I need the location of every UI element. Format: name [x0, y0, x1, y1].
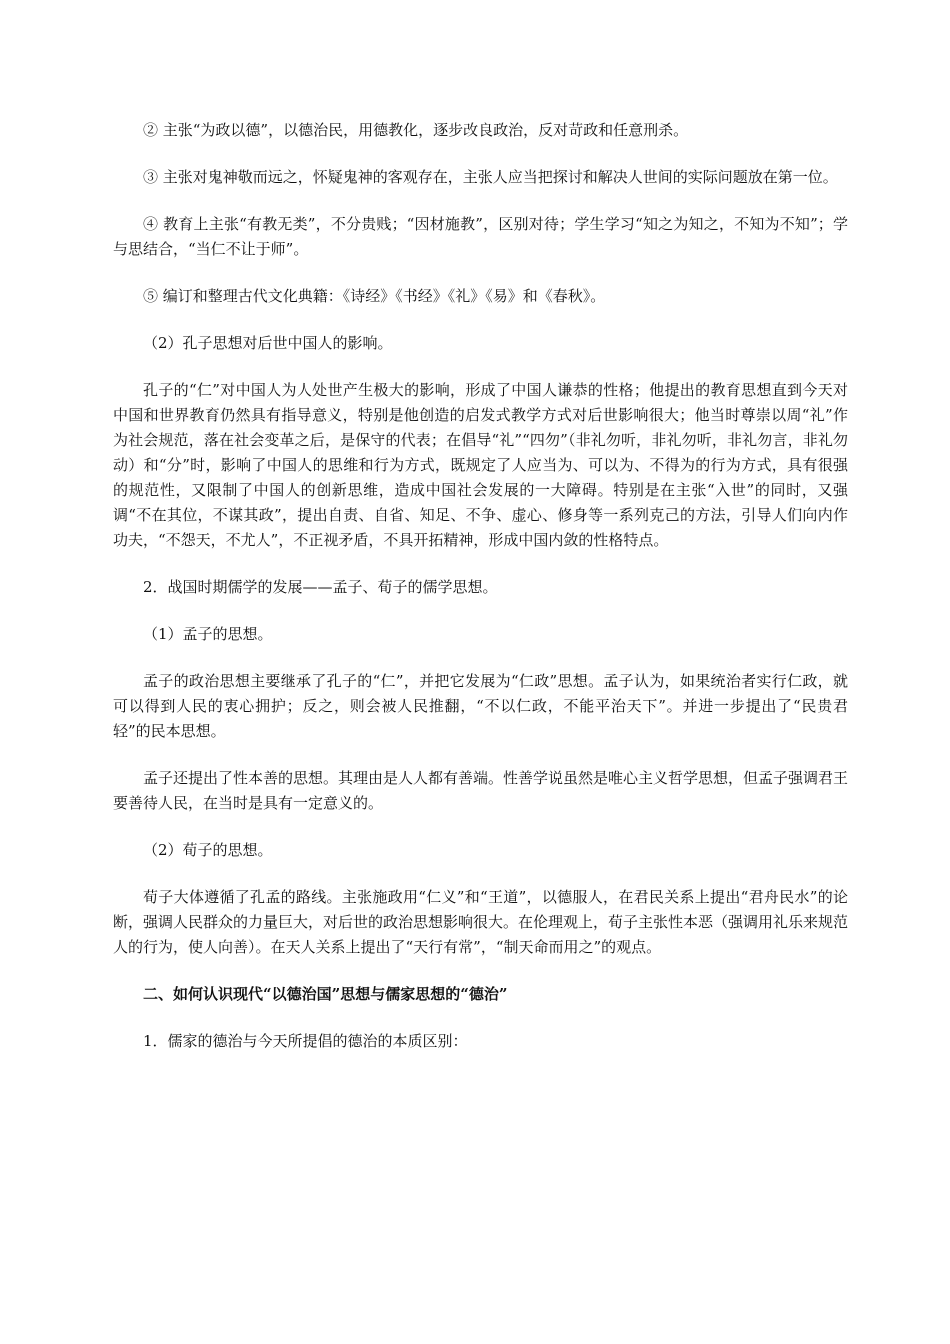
paragraph-education: ④ 教育上主张“有教无类”，不分贵贱；“因材施教”，区别对待；学生学习“知之为知之，不知为不知”；学与思结合，“当仁不让于师”。: [113, 215, 848, 258]
paragraph-xunzi: 荀子大体遵循了孔孟的路线。主张施政用“仁义”和“王道”，以德服人，在君民关系上提出“君舟民水”的论断，强调人民群众的力量巨大，对后世的政治思想影响很大。在伦理观上，荀子主张性本恶（强调用礼乐来规范人的行为，使人向善）。在天人关系上提出了“天行有常”，“制天命而用之”的观点。: [113, 888, 849, 956]
paragraph-confucius-influence: 孔子的“仁”对中国人为人处世产生极大的影响，形成了中国人谦恭的性格；他提出的教育思想直到今天对中国和世界教育仍然具有指导意义，特别是他创造的启发式教学方式对后世影响很大；他当时尊崇以周“礼”作为社会规范，落在社会变革之后，是保守的代表；在倡导“礼”“四勿”（非礼勿听，非礼勿听，非礼勿言，非礼勿动）和“分”时，影响了中国人的思维和行为方式，既规定了人应当为、可以为、不得为的行为方式，具有很强的规范性，又限制了中国人的创新思维，造成中国社会发展的一大障碍。特别是在主张“入世”的同时，又强调“不在其位，不谋其政”，提出自责、自省、知足、不争、虚心、修身等一系列克己的方法，引导人们向内作功夫，“不怨天，不尤人”，不正视矛盾，不具开拓精神，形成中国内敛的性格特点。: [113, 381, 848, 549]
paragraph-ghosts-spirits: ③ 主张对鬼神敬而远之，怀疑鬼神的客观存在，主张人应当把探讨和解决人世间的实际问题放在第一位。: [143, 168, 838, 186]
heading-essential-difference: 1．儒家的德治与今天所提倡的德治的本质区别：: [143, 1032, 468, 1050]
heading-warring-states: 2．战国时期儒学的发展——孟子、荀子的儒学思想。: [143, 578, 498, 596]
document-page: [113, 118, 848, 1054]
paragraph-virtue-governance: ② 主张“为政以德”，以德治民，用德教化，逐步改良政治，反对苛政和任意刑杀。: [143, 121, 689, 139]
subheading-mencius: （1）孟子的思想。: [143, 625, 273, 643]
paragraph-mencius-nature: 孟子还提出了性本善的思想。其理由是人人都有善端。性善学说虽然是唯心主义哲学思想，但孟子强调君王要善待人民，在当时是具有一定意义的。: [113, 769, 849, 812]
subheading-confucius-influence: （2）孔子思想对后世中国人的影响。: [143, 334, 393, 352]
paragraph-classics: ⑤ 编订和整理古代文化典籍：《诗经》《书经》《礼》《易》和《春秋》。: [143, 287, 606, 305]
section-heading-rule-by-virtue: 二、如何认识现代“以德治国”思想与儒家思想的“德治”: [143, 985, 508, 1003]
paragraph-mencius-politics: 孟子的政治思想主要继承了孔子的“仁”，并把它发展为“仁政”思想。孟子认为，如果统治者实行仁政，就可以得到人民的衷心拥护；反之，则会被人民推翻，“不以仁政，不能平治天下”。并进一步提出了“民贵君轻”的民本思想。: [113, 672, 848, 740]
subheading-xunzi: （2）荀子的思想。: [143, 841, 273, 859]
